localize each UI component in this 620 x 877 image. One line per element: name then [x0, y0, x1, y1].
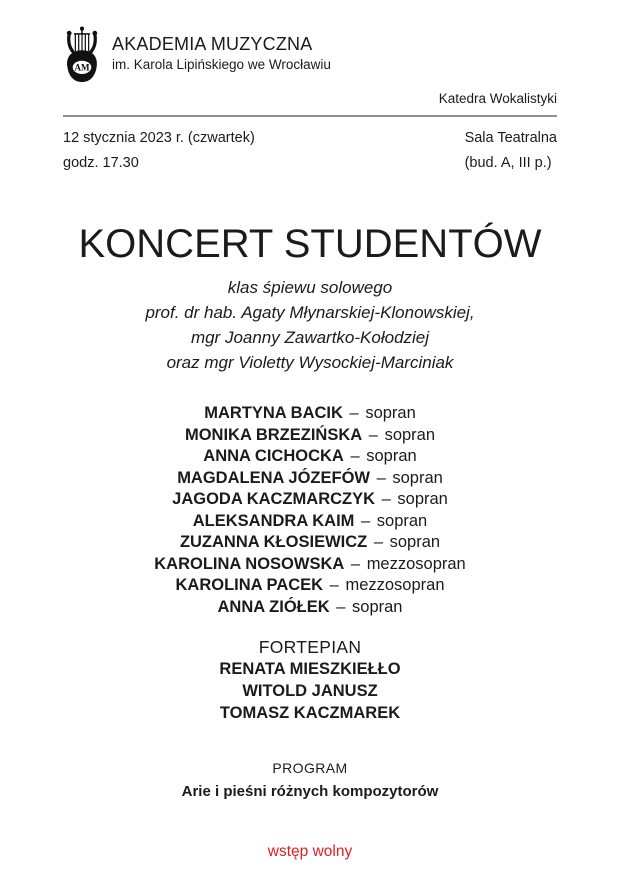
performer-voice: sopran [365, 404, 416, 422]
performer-name: ANNA ZIÓŁEK [217, 597, 330, 616]
dash-separator: – [336, 597, 346, 616]
dash-separator: – [350, 447, 360, 465]
performer-voice: sopran [389, 533, 441, 551]
performer-row [63, 511, 557, 533]
performer-row [63, 554, 557, 576]
header-divider [63, 115, 557, 117]
performer-row [63, 489, 557, 511]
event-date: 12 stycznia 2023 r. (czwartek) [63, 130, 255, 146]
performer-row [63, 597, 557, 619]
dash-separator: – [329, 576, 339, 594]
org-subtitle: im. Karola Lipińskiego we Wrocławiu [112, 57, 331, 72]
performer-voice: sopran [397, 490, 448, 508]
performer-voice: sopran [376, 511, 428, 530]
performer-name: KAROLINA PACEK [175, 576, 324, 594]
performer-voice: mezzosopran [366, 554, 466, 573]
dash-separator: – [373, 533, 384, 551]
performer-row [63, 575, 557, 597]
performer-voice: mezzosopran [345, 576, 445, 594]
venue-name: Sala Teatralna [464, 130, 557, 146]
event-datetime [63, 126, 255, 176]
performer-name: ZUZANNA KŁOSIEWICZ [179, 533, 368, 551]
performer-name: MONIKA BRZEZIŃSKA [184, 425, 363, 444]
org-identity [112, 25, 331, 72]
dash-separator: – [350, 554, 361, 573]
performer-voice: sopran [392, 468, 443, 487]
performer-row [63, 532, 557, 554]
dash-separator: – [376, 468, 386, 487]
lyre-icon [63, 25, 101, 85]
subtitle-block [63, 275, 557, 375]
pianist-name: TOMASZ KACZMAREK [219, 704, 401, 722]
performer-row [63, 468, 557, 490]
header [63, 25, 557, 85]
piano-heading: FORTEPIAN [258, 637, 362, 657]
piano-section [63, 636, 557, 724]
performer-voice: sopran [366, 447, 417, 465]
program-section [63, 757, 557, 803]
pianist-name: WITOLD JANUSZ [242, 682, 378, 700]
event-venue [465, 126, 557, 176]
program-heading: PROGRAM [272, 760, 348, 776]
dash-separator: – [381, 490, 391, 508]
performer-name: MAGDALENA JÓZEFÓW [177, 468, 370, 487]
performer-voice: sopran [352, 597, 403, 616]
program-description: Arie i pieśni różnych kompozytorów [181, 783, 439, 800]
performer-row [63, 403, 557, 425]
event-time: godz. 17.30 [63, 155, 139, 171]
performers-list [63, 403, 557, 618]
performer-name: JAGODA KACZMARCZYK [172, 490, 376, 508]
performer-name: KAROLINA NOSOWSKA [154, 554, 345, 573]
performer-name: MARTYNA BACIK [204, 404, 343, 422]
performer-row [63, 425, 557, 447]
performer-row [63, 446, 557, 468]
pianist-name: RENATA MIESZKIEŁŁO [219, 660, 401, 678]
admission-text: wstęp wolny [267, 843, 353, 860]
performer-name: ALEKSANDRA KAIM [192, 511, 355, 530]
svg-text:AM: AM [74, 62, 90, 73]
org-name: AKADEMIA MUZYCZNA [112, 34, 313, 54]
performer-name: ANNA CICHOCKA [203, 447, 344, 465]
subtitle-line: mgr Joanny Zawartko-Kołodziej [190, 328, 430, 347]
performer-voice: sopran [384, 425, 436, 444]
dash-separator: – [361, 511, 371, 530]
page-title: KONCERT STUDENTÓW [78, 222, 542, 266]
subtitle-line: klas śpiewu solowego [227, 278, 393, 297]
department-label: Katedra Wokalistyki [438, 91, 557, 106]
subtitle-line: prof. dr hab. Agaty Młynarskiej-Klonowskiej, [145, 303, 475, 322]
subtitle-line: oraz mgr Violetty Wysockiej-Marciniak [166, 353, 454, 372]
event-info-row [63, 126, 557, 176]
dash-separator: – [368, 425, 378, 444]
venue-detail: (bud. A, III p.) [464, 155, 552, 171]
dash-separator: – [349, 404, 359, 422]
